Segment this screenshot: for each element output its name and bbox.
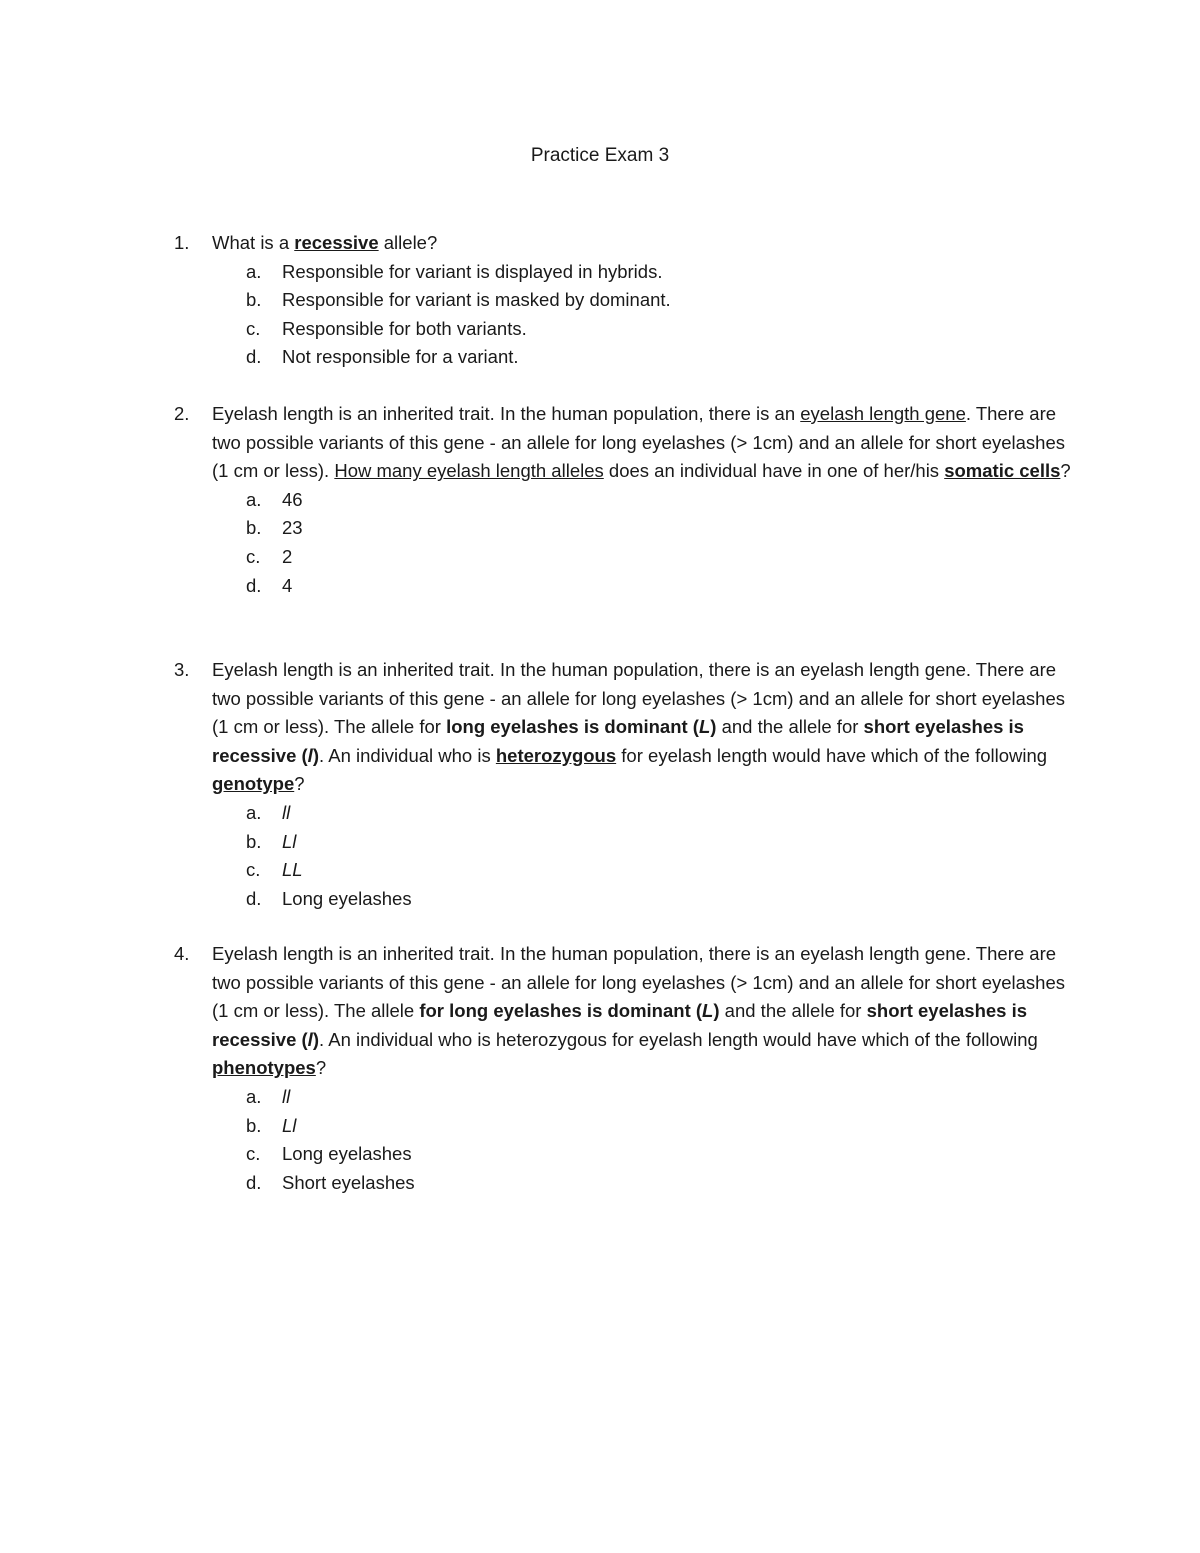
option-text: ll (282, 1085, 291, 1107)
option-letter: b. (246, 830, 262, 852)
option-text: LL (282, 859, 303, 881)
option-d[interactable] (174, 343, 1074, 372)
stem-text: ? (1060, 460, 1071, 482)
option-letter: a. (246, 801, 262, 823)
stem-text: . An individual who is heterozygous for eyelash length would have which of the following (318, 1028, 1038, 1050)
option-text: Short eyelashes (282, 1171, 415, 1193)
question-3 (174, 656, 1074, 913)
option-letter: c. (246, 545, 261, 567)
stem-keyword: somatic cells (944, 460, 1061, 482)
option-b[interactable] (174, 828, 1074, 857)
option-letter: b. (246, 1114, 262, 1136)
option-text: 2 (282, 545, 293, 567)
stem-bold: long eyelashes is dominant ( (446, 716, 699, 738)
option-d[interactable] (174, 885, 1074, 914)
option-letter: d. (246, 346, 262, 368)
stem-text: Eyelash length is an inherited trait. In the human population, there is an (212, 403, 801, 424)
question-1-stem (174, 229, 1074, 258)
option-letter: c. (246, 859, 261, 881)
option-d[interactable] (174, 572, 1074, 601)
question-number: 3. (174, 659, 190, 680)
stem-bold: short eyelashes is recessive ( (212, 716, 1024, 766)
stem-text: and the allele for (716, 716, 864, 738)
option-text: Responsible for variant is displayed in hybrids. (282, 260, 663, 282)
stem-bold: ) (312, 1028, 319, 1050)
option-a[interactable] (174, 799, 1074, 828)
option-c[interactable] (174, 543, 1074, 572)
option-letter: b. (246, 517, 262, 539)
option-a[interactable] (174, 1083, 1074, 1112)
stem-bold: ) (312, 744, 319, 766)
option-letter: d. (246, 1171, 262, 1193)
stem-text: allele? (378, 232, 438, 253)
option-letter: a. (246, 488, 262, 510)
option-text: Responsible for both variants. (282, 317, 527, 339)
option-text: Long eyelashes (282, 1143, 412, 1165)
question-4-stem (174, 940, 1074, 1083)
option-text: ll (282, 801, 291, 823)
question-2-stem (174, 400, 1074, 486)
stem-text: . An individual who is (318, 744, 496, 766)
options-list (174, 1083, 1074, 1197)
option-text: 23 (282, 517, 303, 539)
question-3-stem (174, 656, 1074, 799)
option-text: 4 (282, 574, 293, 596)
option-letter: d. (246, 574, 262, 596)
stem-text: . There are two possible variants of this gene - an allele for long eyelashes (> 1cm) and an allele for short eyelashes (1 cm or less). (212, 403, 1066, 482)
option-c[interactable] (174, 1140, 1074, 1169)
option-b[interactable] (174, 286, 1074, 315)
stem-underlined: eyelash length gene (800, 403, 966, 424)
stem-text: Eyelash length is an inherited trait. In the human population, there is an eyelash length gene. There are two possible variants of this gene - an allele for long eyelashes (> 1cm) and an allele for short eyelashes (1 cm or less). The allele for (212, 659, 1066, 738)
question-number: 4. (174, 943, 190, 964)
option-letter: a. (246, 260, 262, 282)
stem-keyword: genotype (212, 773, 295, 795)
allele-symbol: l (307, 744, 313, 766)
page-title: Practice Exam 3 (530, 145, 670, 166)
option-letter: c. (246, 317, 261, 339)
stem-text: What is a (212, 232, 295, 253)
stem-keyword: phenotypes (212, 1057, 316, 1079)
stem-bold: ) (713, 1000, 720, 1022)
option-letter: a. (246, 1085, 262, 1107)
options-list (174, 799, 1074, 913)
option-a[interactable] (174, 486, 1074, 515)
stem-keyword: recessive (294, 232, 379, 253)
option-text: Ll (282, 830, 297, 852)
stem-text: and the allele for (719, 1000, 867, 1022)
option-b[interactable] (174, 514, 1074, 543)
stem-text: ? (315, 1057, 327, 1079)
option-text: Long eyelashes (282, 887, 412, 909)
allele-symbol: L (698, 716, 711, 738)
question-number: 2. (174, 403, 190, 424)
option-a[interactable] (174, 258, 1074, 287)
allele-symbol: l (307, 1028, 313, 1050)
option-b[interactable] (174, 1112, 1074, 1141)
stem-text: does an individual have in one of her/his (603, 460, 945, 482)
stem-underlined: How many eyelash length alleles (334, 460, 604, 482)
stem-text: for eyelash length would have which of the following (616, 744, 1048, 766)
stem-bold: for long eyelashes is dominant ( (419, 1000, 703, 1022)
question-number: 1. (174, 232, 190, 253)
question-2 (174, 400, 1074, 600)
option-letter: b. (246, 289, 262, 311)
option-letter: d. (246, 887, 262, 909)
option-text: 46 (282, 488, 303, 510)
options-list (174, 258, 1074, 372)
option-text: Not responsible for a variant. (282, 346, 519, 368)
options-list (174, 486, 1074, 600)
stem-text: Eyelash length is an inherited trait. In the human population, there is an eyelash length gene. There are two possible variants of this gene - an allele for long eyelashes (> 1cm) and an allele for short eyelashes (1 cm or less). The allele (212, 943, 1066, 1022)
question-1 (174, 229, 1074, 372)
option-text: Responsible for variant is masked by dominant. (282, 289, 671, 311)
stem-bold: short eyelashes is recessive ( (212, 1000, 1028, 1050)
stem-keyword: heterozygous (495, 744, 617, 766)
option-text: Ll (282, 1114, 297, 1136)
option-d[interactable] (174, 1169, 1074, 1198)
option-c[interactable] (174, 315, 1074, 344)
stem-bold: ) (710, 716, 717, 738)
option-c[interactable] (174, 856, 1074, 885)
question-4 (174, 940, 1074, 1197)
option-letter: c. (246, 1143, 261, 1165)
stem-text: ? (294, 773, 305, 795)
allele-symbol: L (702, 1000, 714, 1022)
